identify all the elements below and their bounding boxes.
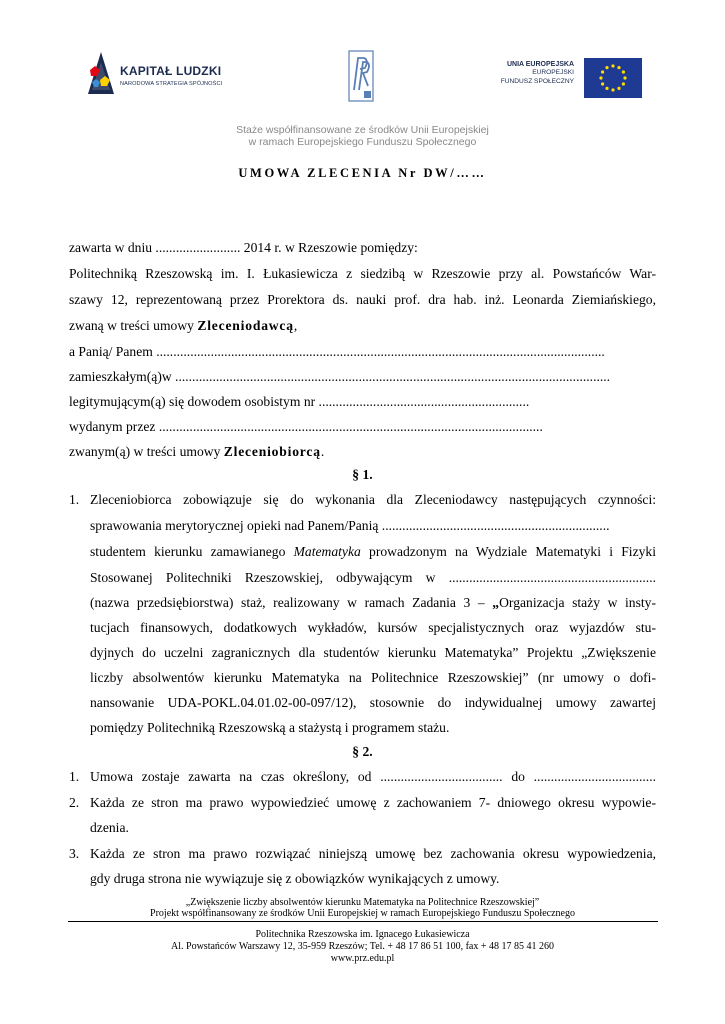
section-1-line-h: liczby absolwentów kierunku Matematyka na Politechnice Rzeszowskiej” (nr umowy o dofi-: [90, 670, 656, 685]
kapital-ludzki-mark-icon: [86, 50, 116, 96]
section-2-item-3-line2: gdy druga strona nie wywiązuje się z obowiązków wynikających z umowy.: [90, 871, 500, 886]
eu-logo-line2: EUROPEJSKI: [532, 69, 574, 76]
intro-line-issued-by: wydanym przez .................................................................................................................: [69, 419, 543, 434]
section-1-line-b: sprawowania merytorycznej opieki nad Panem/Panią ...................................................................: [90, 518, 610, 533]
intro-line-contractor: zwanym(ą) w treści umowy Zleceniobiorcą.: [69, 444, 325, 459]
eu-logo: [488, 56, 644, 98]
section-1-line-i: nansowanie UDA-POKL.04.01.02-00-097/12), stosownie do indywidualnej umowy zawartej: [90, 695, 656, 710]
contract-title: UMOWA ZLECENIA Nr DW/……: [238, 166, 487, 180]
section-2-item-2-number: 2.: [69, 795, 80, 810]
prz-logo-icon: [348, 50, 374, 102]
contractor-term: Zleceniobiorcą: [223, 444, 321, 459]
section-1-item-number: 1.: [69, 492, 80, 507]
footer-university-name: Politechnika Rzeszowska im. Ignacego Łukasiewicza: [255, 929, 470, 940]
section-2-item-1-text: Umowa zostaje zawarta na czas określony, od .................................... do ....................................: [90, 769, 656, 784]
kapital-ludzki-logo: [86, 50, 246, 100]
field-of-study: Matematyka: [293, 544, 361, 559]
intro-line-date: zawarta w dniu ......................... 2014 r. w Rzeszowie pomiędzy:: [69, 240, 418, 255]
section-2-item-3-number: 3.: [69, 846, 80, 861]
eu-logo-line1: UNIA EUROPEJSKA: [506, 61, 574, 68]
section-2-item-3-line1: Każda ze stron ma prawo rozwiązać niniejszą umowę bez zachowania okresu wypowiedzenia,: [90, 846, 656, 861]
eu-logo-line3: FUNDUSZ SPOŁECZNY: [500, 77, 574, 85]
section-2-item-2-line2: dzenia.: [90, 820, 129, 835]
intro-line-university-2: szawy 12, reprezentowaną przez Prorektora ds. nauki prof. dra hab. inż. Leonarda Ziemiańskiego,: [69, 292, 656, 307]
footer-project-title: „Zwiększenie liczby absolwentów kierunku Matematyka na Politechnice Rzeszowskiej”: [185, 897, 540, 908]
section-1-line-a: Zleceniobiorca zobowiązuje się do wykonania dla Zleceniodawcy następujących czynności:: [90, 492, 656, 507]
footer-university-website: www.prz.edu.pl: [330, 953, 395, 964]
eu-flag-icon: [584, 58, 642, 98]
footer-divider: [68, 921, 658, 922]
kapital-ludzki-title: KAPITAŁ LUDZKI: [120, 64, 222, 78]
section-1-line-f: tucjach finansowych, dodatkowych wykładów, kursów specjalistycznych oraz wyjazdów stu-: [90, 620, 656, 635]
section-2-item-1-number: 1.: [69, 769, 80, 784]
section-2-item-2-line1: Każda ze stron ma prawo wypowiedzieć umowę z zachowaniem 7- dniowego okresu wypowie-: [90, 795, 656, 810]
intro-line-id-card: legitymującym(ą) się dowodem osobistym nr ..............................................................: [69, 394, 530, 409]
section-1-line-g: dyjnych do uczelni zagranicznych dla studentów kierunku Matematyka” Projektu „Zwiększenie: [90, 645, 656, 660]
section-1-line-d: Stosowanej Politechniki Rzeszowskiej, odbywającym w .............................................................: [90, 570, 656, 585]
intro-line-university-1: Politechniką Rzeszowską im. I. Łukasiewicza z siedzibą w Rzeszowie przy al. Powstańców War-: [69, 266, 656, 281]
kapital-ludzki-subtitle: NARODOWA STRATEGIA SPÓJNOŚCI: [120, 81, 223, 87]
cofund-note-line2: w ramach Europejskiego Funduszu Społecznego: [248, 136, 477, 148]
intro-line-contractor-name: a Panią/ Panem ....................................................................................................................................: [69, 344, 605, 359]
section-1-line-e: (nazwa przedsiębiorstwa) staż, realizowany w ramach Zadania 3 – „Organizacja staży w insty-: [90, 595, 656, 610]
section-2-heading: § 2.: [352, 744, 373, 759]
principal-term: Zleceniodawcą: [197, 318, 294, 333]
section-1-heading: § 1.: [352, 467, 373, 482]
section-1-line-j: pomiędzy Politechniką Rzeszowską a stażystą i programem stażu.: [90, 720, 450, 735]
footer-project-cofund: Projekt współfinansowany ze środków Unii Europejskiej w ramach Europejskiego Funduszu Społecznego: [150, 908, 575, 919]
cofund-note-line1: Staże współfinansowane ze środków Unii Europejskiej: [236, 124, 489, 136]
intro-line-principal: zwaną w treści umowy Zleceniodawcą,: [69, 318, 298, 333]
footer-university-address: Al. Powstańców Warszawy 12, 35-959 Rzeszów; Tel. + 48 17 86 51 100, fax + 48 17 85 41 260: [171, 941, 554, 952]
section-1-line-c: studentem kierunku zamawianego Matematyka prowadzonym na Wydziale Matematyki i Fizyki: [90, 544, 656, 559]
intro-line-residence: zamieszkałym(ą)w ................................................................................................................................: [69, 369, 611, 384]
